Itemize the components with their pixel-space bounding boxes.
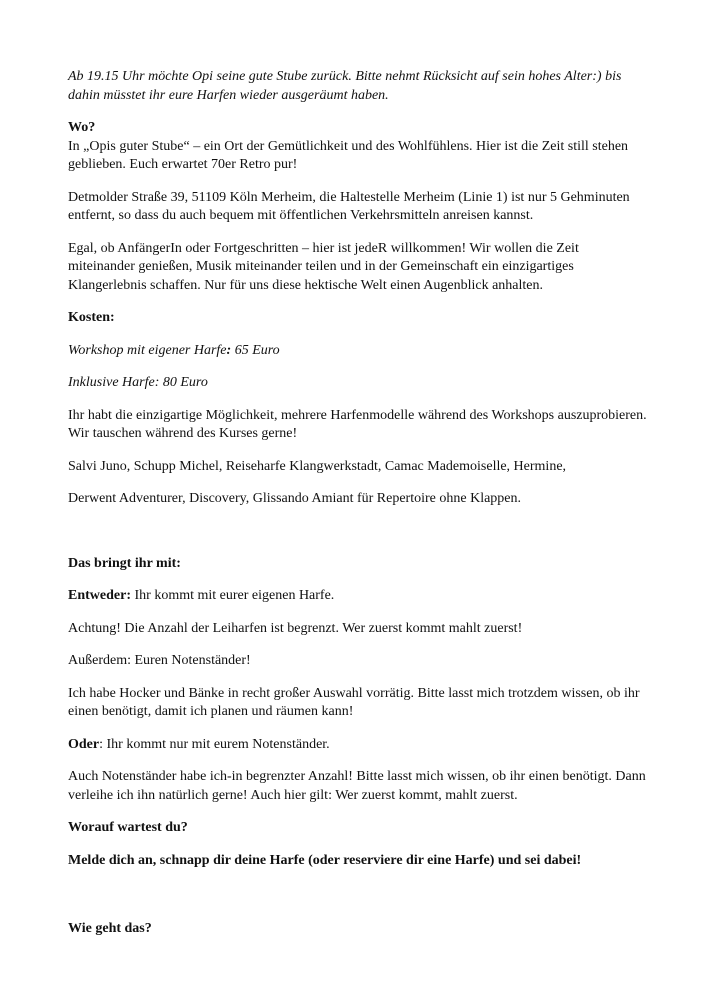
price-incl-harp: Inklusive Harfe: 80 Euro <box>68 375 208 390</box>
stand-rental-note: Auch Notenständer habe ich-in begrenzter Anzahl! Bitte lasst mich wissen, ob ihr einen benötigt. Dann verleihe ich ihn natürlich gerne! Auch hier gilt: Wer zuerst kommt, mahlt zuerst. <box>68 769 646 803</box>
cta-action: Melde dich an, schnapp dir deine Harfe (oder reserviere dir eine Harfe) und sei dabei! <box>68 852 582 868</box>
option-oder <box>68 736 648 755</box>
option-oder-text: : Ihr kommt nur mit eurem Notenständer. <box>99 736 330 752</box>
intro-note: Ab 19.15 Uhr möchte Opi seine gute Stube zurück. Bitte nehmt Rücksicht auf sein hohes Alter:) bis dahin müsstet ihr eure Harfen wieder ausgeräumt haben. <box>68 69 622 103</box>
harp-models-list-1: Salvi Juno, Schupp Michel, Reiseharfe Klangwerkstadt, Camac Mademoiselle, Hermine, <box>68 458 567 474</box>
harp-models-list-2: Derwent Adventurer, Discovery, Glissando Amiant für Repertoire ohne Klappen. <box>68 491 522 506</box>
heading-wo: Wo? <box>68 120 96 135</box>
option-entweder-text: Ihr kommt mit eurer eigenen Harfe. <box>131 588 335 603</box>
heading-bring: Das bringt ihr mit: <box>68 555 181 571</box>
harp-models-intro: Ihr habt die einzigartige Möglichkeit, mehrere Harfenmodelle während des Workshops auszuprobieren. Wir tauschen während des Kurses gerne! <box>68 407 647 441</box>
seating-note: Ich habe Hocker und Bänke in recht großer Auswahl vorrätig. Bitte lasst mich trotzdem wissen, ob ihr einen benötigt, damit ich planen und räumen kann! <box>68 685 640 719</box>
option-entweder <box>68 587 648 606</box>
location-description: In „Opis guter Stube“ – ein Ort der Gemütlichkeit und des Wohlfühlens. Hier ist die Zeit still stehen geblieben. Euch erwartet 70er Retro pur! <box>68 138 629 172</box>
document-page <box>68 68 648 939</box>
music-stand-note: Außerdem: Euren Notenständer! <box>68 653 251 668</box>
location-address: Detmolder Straße 39, 51109 Köln Merheim, die Haltestelle Merheim (Linie 1) ist nur 5 Gehminuten entfernt, so dass du auch bequem mit öffentlichen Verkehrsmitteln anreisen kannst. <box>68 189 630 223</box>
heading-kosten: Kosten: <box>68 310 115 325</box>
price-own-harp-label: Workshop mit eigener Harfe <box>68 342 227 358</box>
option-oder-label: Oder <box>68 736 100 752</box>
cta-question: Worauf wartest du? <box>68 820 188 835</box>
rental-warning: Achtung! Die Anzahl der Leiharfen ist begrenzt. Wer zuerst kommt mahlt zuerst! <box>68 620 523 636</box>
heading-wie: Wie geht das? <box>68 921 152 936</box>
option-entweder-label: Entweder: <box>68 588 131 603</box>
price-own-harp <box>68 342 648 361</box>
price-own-harp-colon: : <box>226 342 232 358</box>
price-own-harp-amount: 65 Euro <box>231 342 280 358</box>
welcome-text: Egal, ob AnfängerIn oder Fortgeschritten – hier ist jedeR willkommen! Wir wollen die Zeit miteinander genießen, Musik miteinander teilen und in der Gemeinschaft ein einzigartiges Klangerlebnis schaffen. Nur für uns diese hektische Welt einen Augenblick anhalten. <box>68 240 579 293</box>
